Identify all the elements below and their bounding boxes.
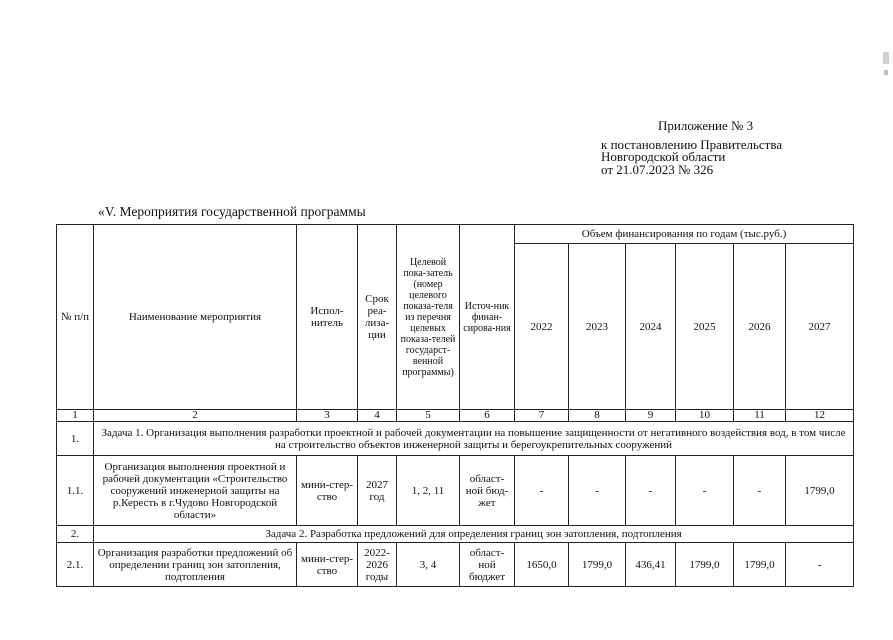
- column-number: 2: [94, 410, 297, 422]
- header-funding: Объем финансирования по годам (тыс.руб.): [515, 225, 854, 244]
- column-number: 10: [676, 410, 734, 422]
- approval-line-3: от 21.07.2023 № 326: [601, 161, 714, 177]
- program-activities-table: [56, 224, 854, 587]
- column-number: 4: [358, 410, 397, 422]
- section-title: «V. Мероприятия государственной программы: [98, 204, 366, 219]
- value-2025: 1799,0: [676, 543, 734, 587]
- value-2023: 1799,0: [569, 543, 626, 587]
- approval-title: Приложение № 3: [658, 118, 754, 133]
- approval-block: [601, 120, 782, 176]
- header-year: 2024: [626, 244, 676, 410]
- header-term: Срок реа-лиза-ции: [358, 225, 397, 410]
- task-text: Задача 2. Разработка предложений для определения границ зон затопления, подтопления: [94, 526, 854, 543]
- value-2027: -: [786, 543, 854, 587]
- scan-artifact: [883, 52, 889, 64]
- task-text: Задача 1. Организация выполнения разработки проектной и рабочей документации на повышение защищенности от негативного воздействия вод, в том числе на строительство объектов инженерной защиты и берегоукрепительных сооружений: [94, 422, 854, 456]
- approval-line-2: Новгородской области: [601, 149, 726, 164]
- indicator: 3, 4: [397, 543, 460, 587]
- row-num: 1.: [57, 422, 94, 456]
- header-indicator: Целевой пока-затель (номер целевого показа-теля из перечня целевых показа-телей государст-венной программы): [397, 225, 460, 410]
- header-source: Источ-ник финан-сирова-ния: [460, 225, 515, 410]
- column-number: 9: [626, 410, 676, 422]
- value-2024: -: [626, 456, 676, 526]
- executor: мини-стер-ство: [297, 456, 358, 526]
- column-number: 3: [297, 410, 358, 422]
- row-num: 2.: [57, 526, 94, 543]
- executor: мини-стер-ство: [297, 543, 358, 587]
- header-year: 2023: [569, 244, 626, 410]
- value-2022: -: [515, 456, 569, 526]
- row-num: 1.1.: [57, 456, 94, 526]
- term: 2027 год: [358, 456, 397, 526]
- column-number: 12: [786, 410, 854, 422]
- funding-source: област-ной бюджет: [460, 543, 515, 587]
- approval-line-1: к постановлению Правительства: [601, 136, 783, 152]
- indicator: 1, 2, 11: [397, 456, 460, 526]
- column-number: 8: [569, 410, 626, 422]
- header-year: 2026: [734, 244, 786, 410]
- funding-source: област-ной бюд-жет: [460, 456, 515, 526]
- table-row: [57, 456, 854, 526]
- task-row: [57, 526, 854, 543]
- task-row: [57, 422, 854, 456]
- term: 2022-2026 годы: [358, 543, 397, 587]
- value-2025: -: [676, 456, 734, 526]
- header-name: Наименование мероприятия: [94, 225, 297, 410]
- value-2027: 1799,0: [786, 456, 854, 526]
- value-2026: -: [734, 456, 786, 526]
- column-number: 7: [515, 410, 569, 422]
- column-number: 11: [734, 410, 786, 422]
- value-2024: 436,41: [626, 543, 676, 587]
- header-year: 2025: [676, 244, 734, 410]
- column-number: 1: [57, 410, 94, 422]
- row-num: 2.1.: [57, 543, 94, 587]
- column-number: 6: [460, 410, 515, 422]
- scan-artifact-2: [884, 70, 888, 75]
- value-2023: -: [569, 456, 626, 526]
- value-2026: 1799,0: [734, 543, 786, 587]
- header-num: № п/п: [57, 225, 94, 410]
- header-year: 2027: [786, 244, 854, 410]
- header-year: 2022: [515, 244, 569, 410]
- header-executor: Испол-нитель: [297, 225, 358, 410]
- table-row: [57, 543, 854, 587]
- value-2022: 1650,0: [515, 543, 569, 587]
- activity-name: Организация выполнения проектной и рабочей документации «Строительство сооружений инженерной защиты на р.Кересть в г.Чудово Новгородской области»: [94, 456, 297, 526]
- activity-name: Организация разработки предложений об определении границ зон затопления, подтопления: [94, 543, 297, 587]
- column-number: 5: [397, 410, 460, 422]
